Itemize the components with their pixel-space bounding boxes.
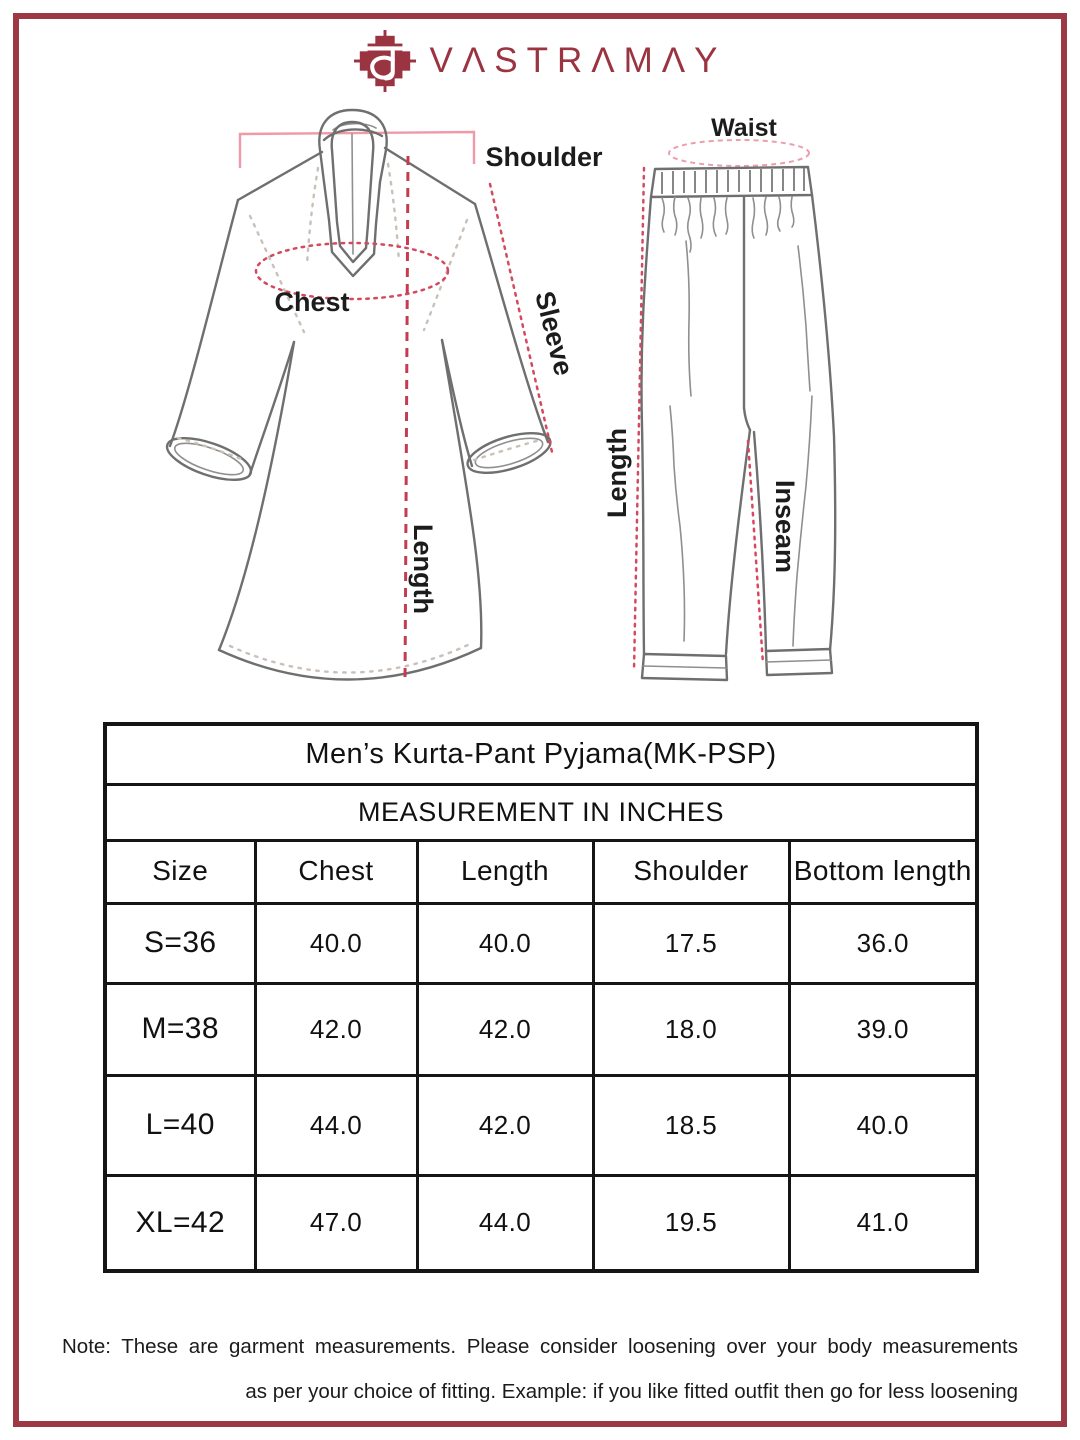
chest-cell: 44.0	[255, 1075, 417, 1175]
bottom-length-cell: 40.0	[789, 1075, 977, 1175]
header-chest: Chest	[255, 840, 417, 903]
length-cell: 42.0	[417, 983, 593, 1075]
chest-cell: 40.0	[255, 903, 417, 983]
pant-measurement-diagram	[598, 106, 918, 716]
table-row	[105, 1175, 977, 1271]
shoulder-cell: 19.5	[593, 1175, 789, 1271]
bottom-length-cell: 36.0	[789, 903, 977, 983]
chest-cell: 42.0	[255, 983, 417, 1075]
brand-logo-text: VΛSTRΛMΛY	[429, 41, 727, 80]
kurta-chest-label: Chest	[274, 287, 350, 317]
header-bottom-length: Bottom length	[789, 840, 977, 903]
length-cell: 40.0	[417, 903, 593, 983]
pant-inseam-label: Inseam	[770, 480, 800, 574]
table-subtitle: MEASUREMENT IN INCHES	[105, 784, 977, 840]
bottom-length-cell: 41.0	[789, 1175, 977, 1271]
note-line-1: Note: These are garment measurements. Please consider loosening over your body measurements	[62, 1335, 1018, 1358]
kurta-sleeve-label: Sleeve	[529, 288, 579, 379]
brand-logo	[0, 30, 1080, 92]
length-cell: 44.0	[417, 1175, 593, 1271]
kurta-length-label: Length	[408, 524, 438, 614]
note-line-2: as per your choice of fitting. Example: if you like fitted outfit then go for less loosening	[245, 1380, 1018, 1403]
size-cell: L=40	[105, 1075, 255, 1175]
length-cell: 42.0	[417, 1075, 593, 1175]
table-row	[105, 983, 977, 1075]
pant-outline	[641, 167, 835, 680]
bottom-length-cell: 39.0	[789, 983, 977, 1075]
table-title: Men’s Kurta-Pant Pyjama(MK-PSP)	[105, 724, 977, 784]
shoulder-cell: 17.5	[593, 903, 789, 983]
table-header-row	[105, 840, 977, 903]
size-cell: S=36	[105, 903, 255, 983]
inseam-measure-line	[748, 441, 763, 664]
shoulder-cell: 18.0	[593, 983, 789, 1075]
header-length: Length	[417, 840, 593, 903]
header-size: Size	[105, 840, 255, 903]
table-row	[105, 903, 977, 983]
measurement-note	[62, 1324, 1018, 1414]
size-cell: M=38	[105, 983, 255, 1075]
pant-waist-label: Waist	[711, 114, 777, 142]
shoulder-bracket-line	[240, 132, 474, 168]
size-chart-table	[103, 722, 979, 1273]
kurta-measurement-diagram	[152, 104, 617, 716]
kurta-length-measure-line	[405, 156, 408, 684]
kurta-shoulder-label: Shoulder	[485, 142, 603, 172]
shoulder-cell: 18.5	[593, 1075, 789, 1175]
kurta-outline	[162, 110, 555, 680]
waist-measure-ellipse	[669, 140, 809, 166]
size-cell: XL=42	[105, 1175, 255, 1271]
chest-cell: 47.0	[255, 1175, 417, 1271]
table-row	[105, 1075, 977, 1175]
waist-gathers	[662, 197, 794, 252]
header-shoulder: Shoulder	[593, 840, 789, 903]
brand-logo-icon	[354, 30, 416, 92]
pant-length-label: Length	[602, 428, 632, 518]
